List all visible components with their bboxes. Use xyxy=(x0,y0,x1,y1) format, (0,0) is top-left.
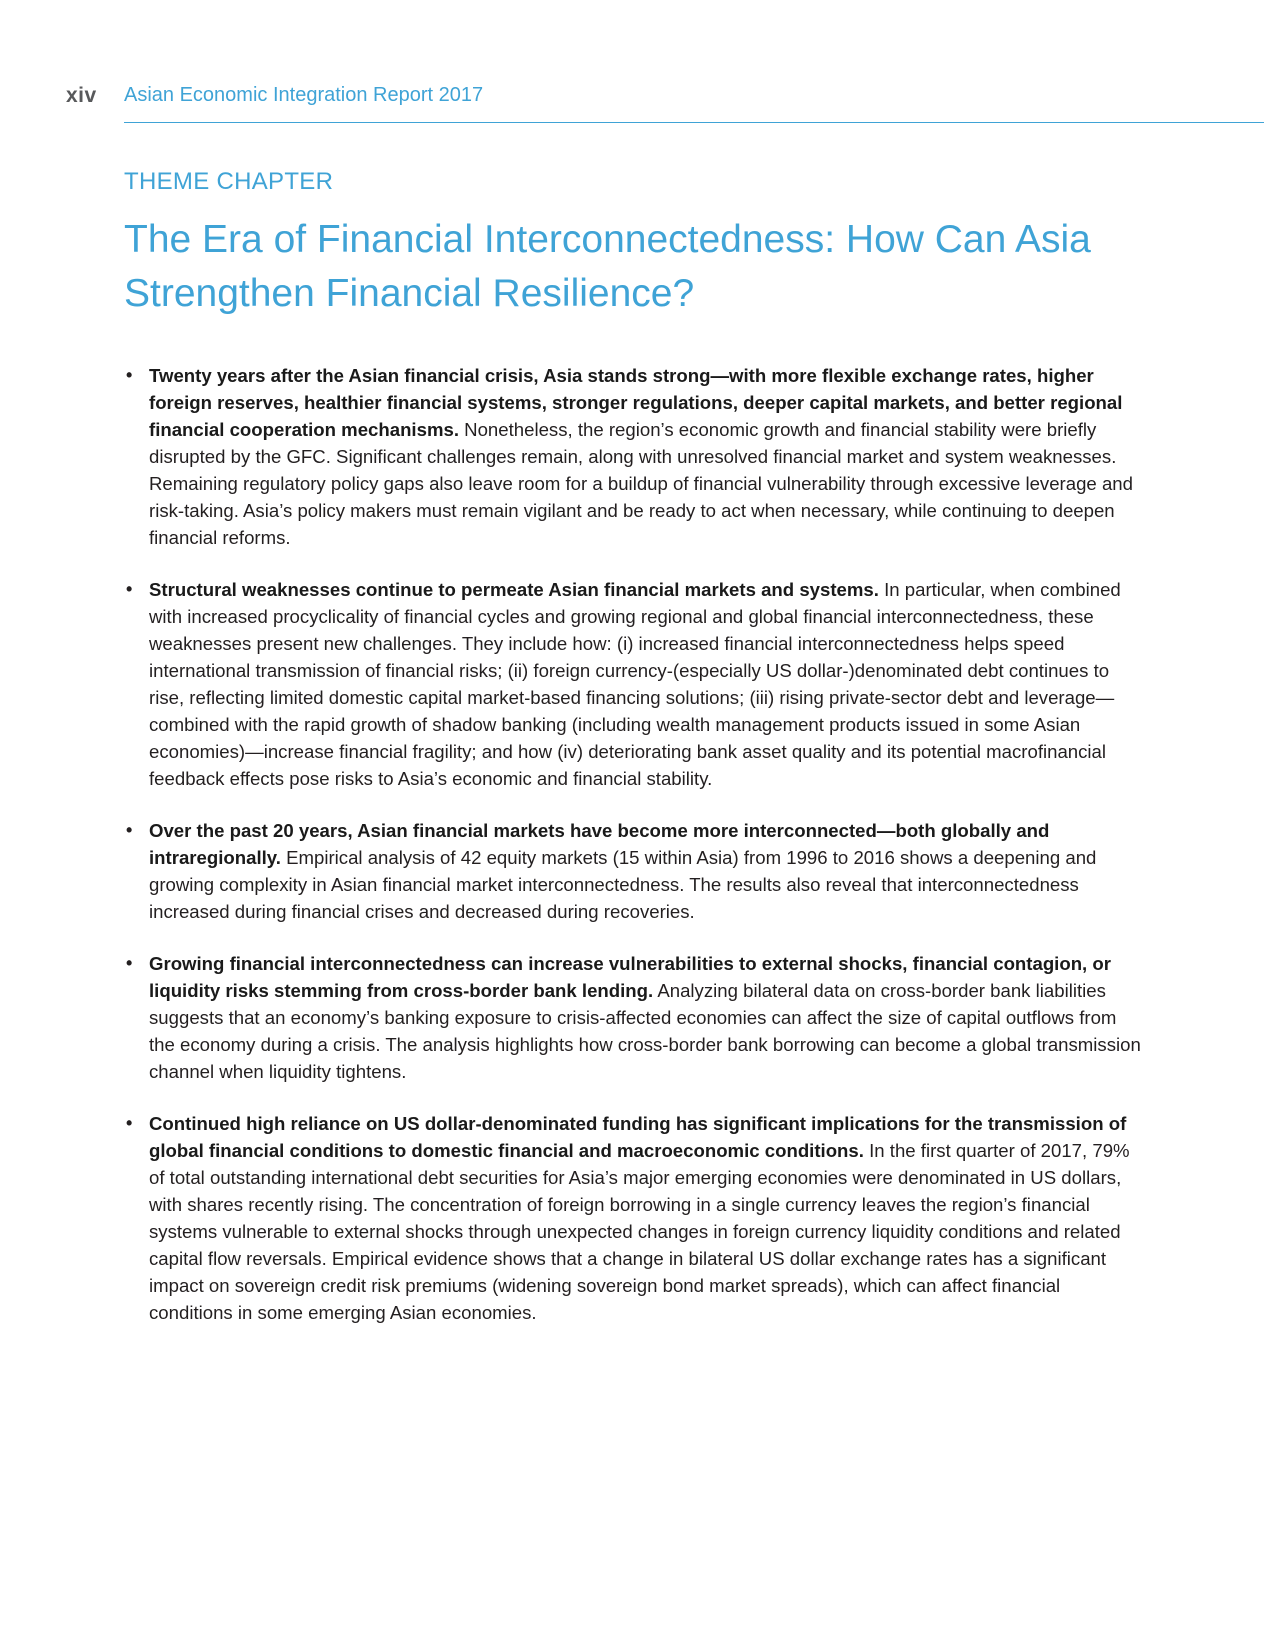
bullet-text: Empirical analysis of 42 equity markets (15 within Asia) from 1996 to 2016 shows a deepening and growing complexity in Asian financial market interconnectedness. The results also reveal that interconnectedness increased during financial crises and decreased during recoveries. xyxy=(149,847,1097,922)
theme-chapter-label: THEME CHAPTER xyxy=(124,168,334,195)
bullet-lead: Growing financial interconnectedness can increase vulnerabilities to external shocks, financial contagion, or liquidity risks stemming from cross-border bank lending. xyxy=(149,953,1111,1001)
bullet-lead: Structural weaknesses continue to permeate Asian financial markets and systems. xyxy=(149,579,879,600)
bullet-text: Analyzing bilateral data on cross-border bank liabilities suggests that an economy’s banking exposure to crisis-affected economies can affect the size of capital outflows from the economy during a crisis. The analysis highlights how cross-border bank borrowing can become a global transmission channel when liquidity tightens. xyxy=(149,980,1141,1082)
bullet-item xyxy=(124,950,1144,1085)
bullet-item xyxy=(124,817,1144,925)
page-number: xiv xyxy=(66,84,97,107)
bullet-icon: • xyxy=(126,820,133,840)
report-title: Asian Economic Integration Report 2017 xyxy=(124,84,484,106)
chapter-title: The Era of Financial Interconnectedness: How Can Asia Strengthen Financial Resilience? xyxy=(124,218,1091,315)
bullet-icon: • xyxy=(126,1113,133,1133)
bullet-item xyxy=(124,1110,1144,1326)
running-header xyxy=(66,80,1264,124)
key-findings-list xyxy=(124,362,1144,1351)
bullet-text: Nonetheless, the region’s economic growth and financial stability were briefly disrupted by the GFC. Significant challenges remain, along with unresolved financial market and system weaknesses. Remaining regulatory policy gaps also leave room for a buildup of financial vulnerability through excessive leverage and risk-taking. Asia’s policy makers must remain vigilant and be ready to act when necessary, while continuing to deepen financial reforms. xyxy=(149,419,1133,548)
bullet-item xyxy=(124,576,1144,792)
bullet-icon: • xyxy=(126,579,133,599)
bullet-icon: • xyxy=(126,953,133,973)
bullet-text: In particular, when combined with increased procyclicality of financial cycles and growing regional and global financial interconnectedness, these weaknesses present new challenges. They include how: (i) increased financial interconnectedness helps speed international transmission of financial risks; (ii) foreign currency-(especially US dollar-)denominated debt continues to rise, reflecting limited domestic capital market-based financing solutions; (iii) rising private-sector debt and leverage—combined with the rapid growth of shadow banking (including wealth management products issued in some Asian economies)—increase financial fragility; and how (iv) deteriorating bank asset quality and its potential macrofinancial feedback effects pose risks to Asia’s economic and financial stability. xyxy=(149,579,1121,789)
bullet-icon: • xyxy=(126,365,133,385)
bullet-item xyxy=(124,362,1144,551)
bullet-lead: Twenty years after the Asian financial crisis, Asia stands strong—with more flexible exchange rates, higher foreign reserves, healthier financial systems, stronger regulations, deeper capital markets, and better regional financial cooperation mechanisms. xyxy=(149,365,1123,440)
bullet-lead: Continued high reliance on US dollar-denominated funding has significant implications for the transmission of global financial conditions to domestic financial and macroeconomic conditions. xyxy=(149,1113,1127,1161)
bullet-text: In the first quarter of 2017, 79% of total outstanding international debt securities for Asia’s major emerging economies were denominated in US dollars, with shares recently rising. The concentration of foreign borrowing in a single currency leaves the region’s financial systems vulnerable to external shocks through unexpected changes in foreign currency liquidity conditions and related capital flow reversals. Empirical evidence shows that a change in bilateral US dollar exchange rates has a significant impact on sovereign credit risk premiums (widening sovereign bond market spreads), which can affect financial conditions in some emerging Asian economies. xyxy=(149,1140,1130,1323)
header-divider xyxy=(124,122,1264,123)
bullet-lead: Over the past 20 years, Asian financial markets have become more interconnected—both globally and intraregionally. xyxy=(149,820,1050,868)
